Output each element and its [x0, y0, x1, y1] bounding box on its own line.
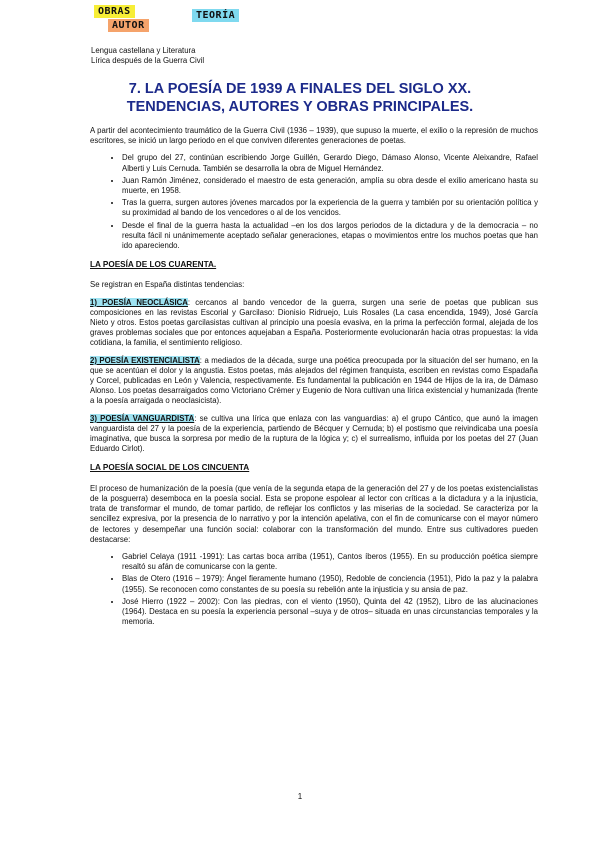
legend-teoria: TEORÍA	[192, 9, 239, 22]
tendency-label: 3) POESÍA VANGUARDISTA	[90, 413, 195, 423]
tendency-neoclasica	[90, 298, 538, 349]
tendency-text: : se cultiva una lírica que enlaza con las vanguardias: a) el grupo Cántico, que aunó la imagen vanguardista del 27 y la poesía de la experiencia, partiendo de Bécquer y Cernuda; b) el postismo que reivindicaba una poesía imaginativa, que busca la sorpresa por medio de la ruptura de la lógica y; c) el surrealismo, influida por los poetas del 27 (Juan Eduardo Cirlot).	[90, 413, 538, 454]
document-header	[91, 46, 204, 66]
tendency-text: : a mediados de la década, surge una poética preocupada por la situación del ser humano, en la que se acentúan el dolor y la angustia. Estos poetas, más alejados del régimen franquista, escriben en revistas como Espadaña y Corcel, publicadas en León y Valencia, respectivamente. Es fundamental la publicación en 1944 de Hijos de la ira, de Dámaso Alonso. Los poetas desarraigados como Victoriano Crémer y Eugenio de Nora cultivan una lírica existencial y humanizada (frente a la poesía arraigada o neoclasicista).	[90, 355, 538, 406]
list-item: • Gabriel Celaya (1911 -1991): Las cartas boca arriba (1951), Cantos íberos (1955). En su producción poética siempre resaltó su afán de comunicarse con la gente.	[122, 552, 538, 572]
list-item: • Desde el final de la guerra hasta la actualidad –en los dos largos periodos de la dictadura y de la democracia – no resulta fácil ni unánimemente aceptado señalar generaciones, etapas o movimientos entre los muchos poetas que han ido apareciendo.	[122, 221, 538, 252]
social-poetry-paragraph: El proceso de humanización de la poesía (que venía de la segunda etapa de la generación del 27 y de los poetas existencialistas de la posguerra) desemboca en la poesía social. Esta se propone espolear al lector con críticas a la dictadura y a la injusticia, trata de transformar el mundo, de tomar partido, de reflejar los conflictos y las miserias de la sociedad. Se caracteriza por la sencillez expresiva, por la presencia de lo narrativo y por la intención apelativa, con el fin de comunicarse con el mayor número de lectores y desempeñar una función social: colaborar con la transformación del mundo. Entre sus cultivadores pueden destacarse:	[90, 483, 538, 544]
document-body	[90, 126, 538, 635]
tendency-label: 1) POESÍA NEOCLÁSICA	[90, 297, 188, 307]
tendency-vanguardista	[90, 414, 538, 455]
page-number: 1	[297, 792, 303, 801]
title-line-2: TENDENCIAS, AUTORES Y OBRAS PRINCIPALES.	[126, 99, 474, 115]
highlight-legend	[0, 4, 300, 44]
header-topic: Lírica después de la Guerra Civil	[91, 56, 205, 65]
tendency-text: : cercanos al bando vencedor de la guerra, surgen una serie de poetas que publican sus composiciones en las revistas Escorial y Garcilaso: Dionisio Ridruejo, Luis Rosales (La casa encendida, 1949), José García Nieto y otros. Estos poetas garcilasistas cultivan al principio una poesía evasiva, en la prima la perfección formal, alejada de los graves problemas sociales que por entonces aquejaban a España. Posteriormente evolucionarán hacia otras propuestas: la vida cotidiana, la familia, el sentimiento religioso.	[90, 297, 538, 348]
list-item: • Juan Ramón Jiménez, considerado el maestro de esta generación, amplía su obra desde el exilio americano hasta su muerte, en 1958.	[122, 176, 538, 196]
section-intro: Se registran en España distintas tendencias:	[90, 280, 245, 290]
list-item: • Del grupo del 27, continúan escribiendo Jorge Guillén, Gerardo Diego, Dámaso Alonso, Vicente Aleixandre, Rafael Alberti y Luis Cernuda. También se desarrolla la obra de Miguel Hernández.	[122, 153, 538, 173]
page-title	[60, 80, 540, 116]
list-item: • Blas de Otero (1916 – 1979): Ángel fieramente humano (1950), Redoble de conciencia (1951), Pido la paz y la palabra (1955). Se reconocen como constantes de su poesía su rebelión ante la injusticia y su ansia de paz.	[122, 574, 538, 594]
legend-autor: AUTOR	[108, 19, 149, 32]
list-item: • José Hierro (1922 – 2002): Con las piedras, con el viento (1950), Quinta del 42 (1952), Libro de las alucinaciones (1964). Destaca en su poesía la experiencia personal –suya y de otros– situada en unas circunstancias temporales y la memoria.	[122, 597, 538, 628]
list-item: • Tras la guerra, surgen autores jóvenes marcados por la experiencia de la guerra y también por su orientación política y su proximidad al bando de los vencedores o al de los vencidos.	[122, 198, 538, 218]
intro-bullet-list	[90, 153, 538, 251]
legend-obras: OBRAS	[94, 5, 135, 18]
section-heading-cuarenta: LA POESÍA DE LOS CUARENTA.	[90, 260, 217, 270]
tendency-existencialista	[90, 356, 538, 407]
tendency-label: 2) POESÍA EXISTENCIALISTA	[90, 355, 200, 365]
authors-list	[90, 552, 538, 627]
section-heading-cincuenta: LA POESÍA SOCIAL DE LOS CINCUENTA	[90, 463, 250, 473]
header-subject: Lengua castellana y Literatura	[91, 46, 196, 55]
title-line-1: 7. LA POESÍA DE 1939 A FINALES DEL SIGLO XX.	[128, 81, 472, 97]
intro-paragraph: A partir del acontecimiento traumático de la Guerra Civil (1936 – 1939), que supuso la muerte, el exilio o la represión de muchos escritores, se inició un largo periodo en el que conviven diferentes generaciones de poetas.	[90, 126, 538, 146]
